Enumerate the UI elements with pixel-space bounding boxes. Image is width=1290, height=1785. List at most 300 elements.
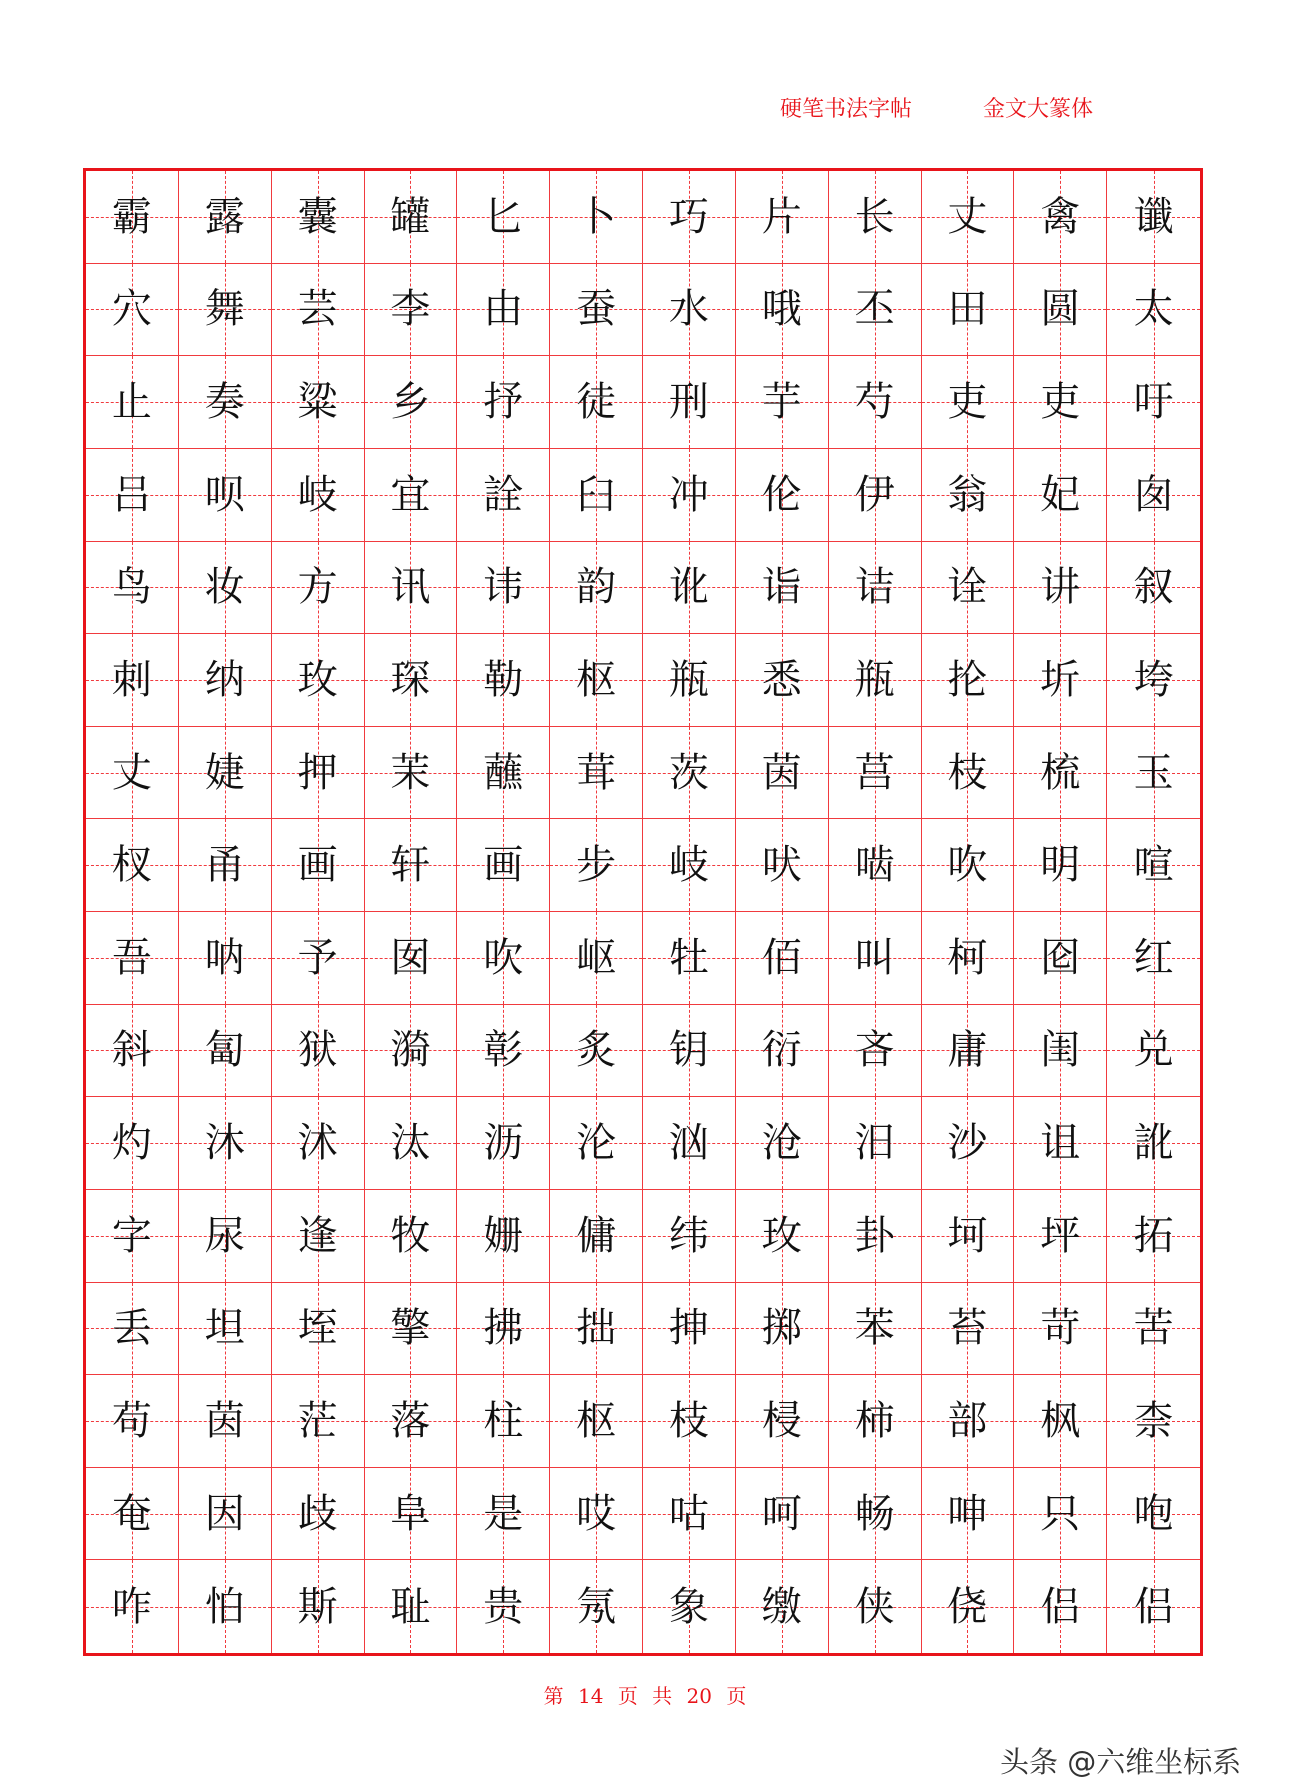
grid-cell [86, 1375, 179, 1468]
grid-cell [922, 912, 1015, 1005]
character-glyph: 狱 [297, 1027, 338, 1074]
character-glyph: 呗 [204, 471, 245, 518]
character-glyph: 匕 [483, 193, 524, 240]
character-glyph: 吏 [1040, 379, 1081, 426]
character-glyph: 画 [297, 842, 338, 889]
character-glyph: 垤 [297, 1305, 338, 1352]
page-prefix: 第 [543, 1684, 564, 1708]
grid-cell [643, 264, 736, 357]
grid-cell [179, 264, 272, 357]
character-glyph: 刺 [111, 656, 152, 703]
grid-cell [86, 1097, 179, 1190]
character-glyph: 茫 [297, 1397, 338, 1444]
grid-cell [829, 1005, 922, 1098]
grid-cell [550, 912, 643, 1005]
grid-cell [829, 819, 922, 912]
grid-cell [1107, 1190, 1200, 1283]
character-glyph: 讲 [1040, 564, 1081, 611]
grid-cell [1014, 171, 1107, 264]
character-glyph: 芋 [761, 379, 802, 426]
character-glyph: 吾 [111, 934, 152, 981]
grid-cell [86, 264, 179, 357]
character-glyph: 刑 [668, 379, 709, 426]
character-glyph: 吹 [483, 934, 524, 981]
grid-cell [86, 727, 179, 820]
grid-cell [550, 727, 643, 820]
character-glyph: 枢 [576, 656, 617, 703]
grid-cell [272, 1005, 365, 1098]
character-glyph: 匐 [204, 1027, 245, 1074]
grid-cell [272, 1283, 365, 1376]
character-glyph: 沥 [483, 1120, 524, 1167]
character-glyph: 汹 [668, 1120, 709, 1167]
grid-cell [829, 727, 922, 820]
character-glyph: 呐 [204, 934, 245, 981]
character-glyph: 苯 [854, 1305, 895, 1352]
grid-cell [736, 1283, 829, 1376]
character-glyph: 啮 [854, 842, 895, 889]
grid-cell [550, 819, 643, 912]
character-glyph: 丈 [947, 193, 988, 240]
character-glyph: 佰 [761, 934, 802, 981]
grid-cell [736, 1005, 829, 1098]
character-glyph: 由 [483, 286, 524, 333]
grid-cell [179, 356, 272, 449]
grid-cell [1014, 727, 1107, 820]
character-glyph: 沙 [947, 1120, 988, 1167]
character-glyph: 冲 [668, 471, 709, 518]
grid-cell [829, 634, 922, 727]
character-glyph: 只 [1040, 1490, 1081, 1537]
character-glyph: 奏 [204, 379, 245, 426]
character-glyph: 象 [668, 1583, 709, 1630]
grid-cell [457, 542, 550, 635]
character-glyph: 柰 [1133, 1397, 1174, 1444]
grid-cell [736, 1468, 829, 1561]
grid-cell [1014, 912, 1107, 1005]
grid-cell [550, 356, 643, 449]
grid-cell [179, 1005, 272, 1098]
character-glyph: 傭 [576, 1212, 617, 1259]
grid-cell [272, 727, 365, 820]
grid-cell [736, 1097, 829, 1190]
grid-cell [86, 634, 179, 727]
character-glyph: 露 [204, 193, 245, 240]
grid-cell [736, 264, 829, 357]
grid-cell [457, 171, 550, 264]
character-glyph: 咆 [1133, 1490, 1174, 1537]
grid-cell [643, 449, 736, 542]
character-glyph: 红 [1133, 934, 1174, 981]
character-glyph: 侥 [947, 1583, 988, 1630]
character-glyph: 枝 [947, 749, 988, 796]
character-glyph: 罐 [390, 193, 431, 240]
character-glyph: 茵 [761, 749, 802, 796]
character-glyph: 吕 [111, 471, 152, 518]
character-glyph: 枫 [1040, 1397, 1081, 1444]
character-glyph: 蚕 [576, 286, 617, 333]
character-glyph: 步 [576, 842, 617, 889]
grid-cell [736, 542, 829, 635]
character-glyph: 片 [761, 193, 802, 240]
grid-cell [179, 542, 272, 635]
character-glyph: 丈 [111, 749, 152, 796]
character-glyph: 畅 [854, 1490, 895, 1537]
grid-cell [736, 449, 829, 542]
script-style-name: 金文大篆体 [983, 97, 1094, 122]
character-glyph: 太 [1133, 286, 1174, 333]
character-glyph: 妃 [1040, 471, 1081, 518]
character-glyph: 予 [297, 934, 338, 981]
character-glyph: 吁 [1133, 379, 1174, 426]
character-glyph: 诅 [1040, 1120, 1081, 1167]
character-glyph: 茸 [576, 749, 617, 796]
total-unit: 页 [726, 1684, 747, 1708]
character-glyph: 牧 [390, 1212, 431, 1259]
character-glyph: 拂 [483, 1305, 524, 1352]
character-glyph: 方 [297, 564, 338, 611]
character-glyph: 柱 [483, 1397, 524, 1444]
character-glyph: 莒 [854, 749, 895, 796]
character-glyph: 囡 [390, 934, 431, 981]
character-glyph: 诠 [947, 564, 988, 611]
grid-cell [643, 171, 736, 264]
grid-cell [550, 1005, 643, 1098]
grid-cell [1014, 1097, 1107, 1190]
grid-cell [272, 449, 365, 542]
grid-cell [365, 1097, 458, 1190]
character-glyph: 蘸 [483, 749, 524, 796]
grid-cell [86, 819, 179, 912]
watermark: 头条 @六维坐标系 [1000, 1745, 1242, 1779]
grid-cell [1014, 819, 1107, 912]
character-glyph: 禽 [1040, 193, 1081, 240]
grid-cell [829, 171, 922, 264]
grid-cell [272, 1190, 365, 1283]
character-glyph: 因 [204, 1490, 245, 1537]
grid-cell [365, 542, 458, 635]
character-glyph: 炙 [576, 1027, 617, 1074]
grid-cell [457, 449, 550, 542]
character-glyph: 落 [390, 1397, 431, 1444]
character-glyph: 芸 [297, 286, 338, 333]
character-glyph: 止 [111, 379, 152, 426]
grid-cell [643, 1468, 736, 1561]
grid-cell [736, 1375, 829, 1468]
character-glyph: 卜 [576, 193, 617, 240]
character-glyph: 轩 [390, 842, 431, 889]
character-glyph: 汨 [854, 1120, 895, 1167]
character-glyph: 婕 [204, 749, 245, 796]
copybook-title: 硬笔书法字帖 [780, 97, 913, 122]
character-glyph: 翁 [947, 471, 988, 518]
character-glyph: 芍 [854, 379, 895, 426]
character-glyph: 沐 [204, 1120, 245, 1167]
character-glyph: 庸 [947, 1027, 988, 1074]
grid-cell [736, 634, 829, 727]
total-prefix: 共 [652, 1684, 673, 1708]
grid-cell [86, 542, 179, 635]
grid-cell [643, 1190, 736, 1283]
character-glyph: 歧 [297, 1490, 338, 1537]
character-glyph: 漪 [390, 1027, 431, 1074]
grid-cell [922, 634, 1015, 727]
character-glyph: 纳 [204, 656, 245, 703]
grid-cell [1014, 1375, 1107, 1468]
character-glyph: 茨 [668, 749, 709, 796]
grid-cell [643, 1283, 736, 1376]
character-glyph: 钥 [668, 1027, 709, 1074]
character-glyph: 斜 [111, 1027, 152, 1074]
grid-cell [1107, 1375, 1200, 1468]
character-glyph: 怕 [204, 1583, 245, 1630]
grid-cell [272, 356, 365, 449]
character-glyph: 诘 [854, 564, 895, 611]
grid-cell [365, 727, 458, 820]
character-glyph: 卦 [854, 1212, 895, 1259]
character-glyph: 彰 [483, 1027, 524, 1074]
grid-cell [643, 356, 736, 449]
character-glyph: 苔 [947, 1305, 988, 1352]
character-glyph: 喧 [1133, 842, 1174, 889]
character-glyph: 沭 [297, 1120, 338, 1167]
character-glyph: 呵 [761, 1490, 802, 1537]
character-glyph: 氖 [576, 1583, 617, 1630]
grid-cell [829, 542, 922, 635]
grid-cell [550, 1283, 643, 1376]
grid-cell [829, 1375, 922, 1468]
grid-cell [1014, 634, 1107, 727]
character-glyph: 甬 [204, 842, 245, 889]
grid-cell [179, 1375, 272, 1468]
grid-cell [736, 912, 829, 1005]
grid-cell [550, 449, 643, 542]
grid-cell [922, 1190, 1015, 1283]
grid-cell [272, 912, 365, 1005]
grid-cell [86, 1468, 179, 1561]
grid-cell [829, 1468, 922, 1561]
grid-cell [179, 171, 272, 264]
character-glyph: 瓶 [668, 656, 709, 703]
character-glyph: 苦 [1133, 1305, 1174, 1352]
grid-cell [86, 356, 179, 449]
character-glyph: 妆 [204, 564, 245, 611]
grid-cell [736, 171, 829, 264]
character-glyph: 坦 [204, 1305, 245, 1352]
character-glyph: 丢 [111, 1305, 152, 1352]
character-glyph: 部 [947, 1397, 988, 1444]
grid-cell [365, 1468, 458, 1561]
grid-cell [179, 727, 272, 820]
grid-cell [643, 1560, 736, 1653]
grid-cell [86, 171, 179, 264]
grid-cell [457, 1190, 550, 1283]
grid-cell [1107, 1283, 1200, 1376]
grid-cell [550, 1560, 643, 1653]
character-glyph: 勒 [483, 656, 524, 703]
grid-cell [550, 1375, 643, 1468]
grid-cell [550, 171, 643, 264]
character-glyph: 吹 [947, 842, 988, 889]
grid-cell [457, 356, 550, 449]
character-glyph: 抡 [947, 656, 988, 703]
character-glyph: 苛 [1040, 1305, 1081, 1352]
grid-cell [457, 634, 550, 727]
grid-cell [829, 912, 922, 1005]
grid-cell [365, 171, 458, 264]
grid-cell [1014, 356, 1107, 449]
grid-cell [1107, 1468, 1200, 1561]
character-glyph: 奄 [111, 1490, 152, 1537]
character-glyph: 梳 [1040, 749, 1081, 796]
grid-cell [643, 912, 736, 1005]
grid-cell [922, 449, 1015, 542]
character-glyph: 穴 [111, 286, 152, 333]
grid-cell [457, 1097, 550, 1190]
character-glyph: 囱 [1133, 471, 1174, 518]
grid-cell [829, 356, 922, 449]
character-glyph: 逢 [297, 1212, 338, 1259]
character-glyph: 阜 [390, 1490, 431, 1537]
grid-cell [736, 356, 829, 449]
grid-cell [365, 264, 458, 357]
character-glyph: 尿 [204, 1212, 245, 1259]
character-glyph: 斯 [297, 1583, 338, 1630]
grid-cell [365, 1190, 458, 1283]
character-glyph: 咕 [668, 1490, 709, 1537]
character-glyph: 是 [483, 1490, 524, 1537]
character-glyph: 衍 [761, 1027, 802, 1074]
grid-cell [643, 819, 736, 912]
character-glyph: 谶 [1133, 193, 1174, 240]
character-glyph: 兑 [1133, 1027, 1174, 1074]
grid-cell [1107, 542, 1200, 635]
grid-cell [86, 449, 179, 542]
grid-cell [457, 1005, 550, 1098]
grid-cell [365, 356, 458, 449]
character-glyph: 琛 [390, 656, 431, 703]
grid-cell [365, 634, 458, 727]
grid-cell [922, 1283, 1015, 1376]
character-glyph: 臼 [576, 471, 617, 518]
character-glyph: 悉 [761, 656, 802, 703]
character-glyph: 玉 [1133, 749, 1174, 796]
grid-cell [272, 1097, 365, 1190]
grid-cell [1107, 1097, 1200, 1190]
grid-cell [1107, 264, 1200, 357]
grid-cell [643, 542, 736, 635]
grid-cell [550, 1097, 643, 1190]
grid-cell [643, 1097, 736, 1190]
page-number: 14 [578, 1684, 604, 1708]
grid-cell [457, 264, 550, 357]
character-glyph: 丕 [854, 286, 895, 333]
character-glyph: 沦 [576, 1120, 617, 1167]
character-glyph: 韵 [576, 564, 617, 611]
grid-cell [457, 1283, 550, 1376]
page-footer [0, 1680, 1290, 1709]
grid-cell [643, 1005, 736, 1098]
grid-cell [86, 1005, 179, 1098]
grid-cell [365, 449, 458, 542]
character-glyph: 吏 [947, 379, 988, 426]
character-glyph: 伦 [761, 471, 802, 518]
grid-cell [457, 1468, 550, 1561]
character-glyph: 宜 [390, 471, 431, 518]
character-glyph: 沧 [761, 1120, 802, 1167]
character-glyph: 岐 [297, 471, 338, 518]
character-glyph: 岖 [576, 934, 617, 981]
grid-cell [829, 1283, 922, 1376]
grid-cell [179, 1468, 272, 1561]
grid-cell [179, 1560, 272, 1653]
grid-cell [86, 912, 179, 1005]
grid-cell [736, 1190, 829, 1283]
character-glyph: 垮 [1133, 656, 1174, 703]
grid-cell [736, 819, 829, 912]
grid-cell [1014, 1190, 1107, 1283]
grid-cell [1014, 542, 1107, 635]
character-glyph: 讳 [483, 564, 524, 611]
character-glyph: 岐 [668, 842, 709, 889]
grid-cell [829, 1190, 922, 1283]
character-glyph: 苟 [111, 1397, 152, 1444]
character-glyph: 粱 [297, 379, 338, 426]
grid-cell [643, 634, 736, 727]
character-glyph: 圻 [1040, 656, 1081, 703]
grid-cell [922, 727, 1015, 820]
character-glyph: 侣 [1040, 1583, 1081, 1630]
character-glyph: 长 [854, 193, 895, 240]
character-glyph: 灼 [111, 1120, 152, 1167]
grid-cell [550, 264, 643, 357]
grid-cell [922, 1468, 1015, 1561]
grid-cell [457, 1375, 550, 1468]
grid-cell [1014, 449, 1107, 542]
grid-cell [1107, 819, 1200, 912]
grid-cell [179, 1283, 272, 1376]
grid-cell [1014, 1283, 1107, 1376]
character-glyph: 鸟 [111, 564, 152, 611]
grid-cell [1107, 912, 1200, 1005]
character-glyph: 抒 [483, 379, 524, 426]
character-glyph: 讹 [668, 564, 709, 611]
character-glyph: 吠 [761, 842, 802, 889]
character-glyph: 柿 [854, 1397, 895, 1444]
practice-grid [83, 168, 1203, 1656]
grid-cell [457, 819, 550, 912]
grid-cell [829, 264, 922, 357]
character-glyph: 訛 [1133, 1120, 1174, 1167]
character-glyph: 坷 [947, 1212, 988, 1259]
grid-cell [922, 1097, 1015, 1190]
character-glyph: 霸 [111, 193, 152, 240]
character-glyph: 杈 [111, 842, 152, 889]
total-pages: 20 [686, 1684, 712, 1708]
character-glyph: 囊 [297, 193, 338, 240]
grid-cell [272, 819, 365, 912]
character-glyph: 侠 [854, 1583, 895, 1630]
grid-cell [1014, 1468, 1107, 1561]
character-glyph: 水 [668, 286, 709, 333]
grid-cell [179, 819, 272, 912]
grid-cell [365, 1375, 458, 1468]
grid-cell [272, 264, 365, 357]
grid-cell [1107, 634, 1200, 727]
grid-cell [922, 356, 1015, 449]
grid-cell [550, 1190, 643, 1283]
character-glyph: 哦 [761, 286, 802, 333]
